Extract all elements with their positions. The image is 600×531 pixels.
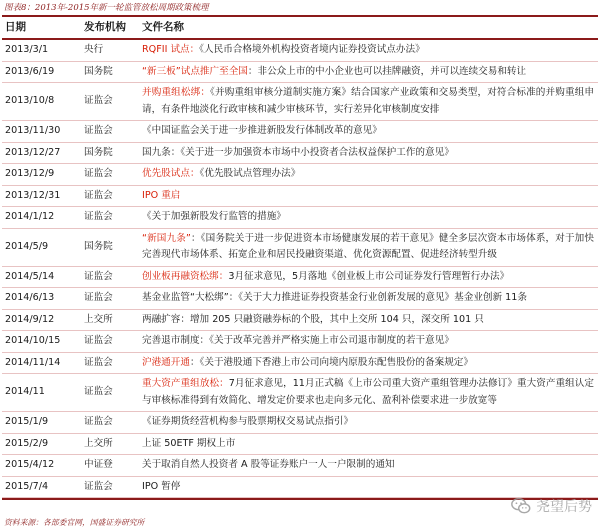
row-highlight: “新三板”试点推广至全国	[142, 65, 248, 77]
table-row	[2, 62, 598, 84]
row-date: 2014/9/12	[5, 313, 55, 325]
row-doc	[142, 164, 598, 185]
row-doc	[142, 310, 598, 331]
table-row	[2, 353, 598, 375]
row-org: 国务院	[84, 146, 113, 158]
row-text: 关于取消自然人投资者 A 股等证券账户一人一户限制的通知	[142, 459, 395, 470]
row-date: 2014/11	[5, 386, 45, 398]
row-date: 2013/10/8	[5, 95, 55, 107]
row-doc	[142, 288, 598, 309]
header-doc: 文件名称	[142, 21, 184, 34]
row-highlight: 并购重组松绑：	[142, 87, 211, 98]
table-row	[2, 331, 598, 353]
row-date: 2013/11/30	[5, 125, 61, 136]
row-org: 国务院	[84, 65, 113, 77]
table-row	[2, 310, 598, 332]
row-text: 上证 50ETF 期权上市	[142, 437, 236, 449]
row-org: 证监会	[84, 356, 113, 368]
table-row	[2, 83, 598, 121]
watermark-text: 尧望后势	[536, 499, 592, 515]
row-doc	[142, 455, 598, 476]
table-row	[2, 412, 598, 434]
row-org: 证监会	[84, 189, 113, 201]
row-doc	[142, 374, 598, 411]
row-text: 国九条：《关于进一步加强资本市场中小投资者合法权益保护工作的意见》	[142, 146, 454, 158]
policy-table	[2, 15, 598, 500]
row-highlight: IPO 重启	[142, 189, 181, 201]
row-highlight: 优先股试点：	[142, 168, 200, 179]
table-row	[2, 267, 598, 289]
row-org: 上交所	[84, 313, 113, 325]
row-highlight: “新国九条”	[142, 232, 191, 244]
row-text: 《证券期货经营机构参与股票期权交易试点指引》	[142, 416, 354, 427]
figure-caption: 图表8：2013年-2015年新一轮监管放松周期政策梳理	[4, 3, 209, 13]
row-date: 2015/7/4	[5, 480, 49, 492]
row-date: 2014/1/12	[5, 211, 55, 222]
table-row	[2, 229, 598, 267]
header-date: 日期	[5, 21, 26, 34]
row-doc	[142, 229, 598, 266]
row-org: 证监会	[84, 95, 113, 107]
row-date: 2014/10/15	[5, 335, 61, 346]
row-doc	[142, 121, 598, 142]
row-date: 2014/5/9	[5, 240, 49, 252]
row-doc	[142, 267, 598, 288]
wechat-icon	[510, 495, 532, 517]
table-header-row	[2, 17, 598, 38]
row-text: 完善退市制度：《关于改革完善并严格实施上市公司退市制度的若干意见》	[142, 335, 454, 346]
table-row	[2, 186, 598, 208]
row-org: 证监会	[84, 335, 113, 346]
row-text: 《关于加强新股发行监管的措施》	[142, 211, 286, 222]
row-text: 基金业监管“大松绑”：《关于大力推进证券投资基金行业创新发展的意见》基金业创新 11条	[142, 292, 527, 303]
row-text: 《人民币合格境外机构投资者境内证券投资试点办法》	[199, 44, 425, 55]
row-date: 2013/6/19	[5, 65, 55, 77]
row-date: 2013/3/1	[5, 44, 49, 55]
row-text: ：《关于港股通下香港上市公司向境内原股东配售股份的备案规定》	[189, 356, 473, 368]
table-bottom-rule	[2, 498, 598, 500]
row-org: 证监会	[84, 211, 113, 222]
table-row	[2, 40, 598, 62]
row-doc	[142, 207, 598, 228]
watermark	[510, 494, 592, 518]
source-note: 资料来源：各部委官网，国盛证券研究所	[4, 518, 145, 527]
row-highlight: 创业板再融资松绑：	[142, 270, 229, 282]
row-date: 2015/1/9	[5, 416, 49, 427]
header-org: 发布机构	[84, 21, 126, 34]
row-text: 《优先股试点管理办法》	[199, 168, 301, 179]
table-row	[2, 164, 598, 186]
row-date: 2014/11/14	[5, 356, 61, 368]
table-row	[2, 477, 598, 499]
row-text: 3月征求意见，5月落地《创业板上市公司证券发行管理暂行办法》	[228, 270, 510, 282]
row-doc	[142, 186, 598, 207]
table-row	[2, 288, 598, 310]
row-doc	[142, 331, 598, 352]
row-date: 2015/4/12	[5, 459, 55, 470]
row-text: 7月征求意见，11月正式稿《上市公司重大资产重组管理办法修订》重大资产重组认定与审核标准得到有效简化、增发定价要求也走向多元化、盈利补偿要求进一步放宽等	[142, 378, 595, 406]
row-highlight: RQFII 试点：	[142, 44, 200, 55]
row-org: 证监会	[84, 292, 113, 303]
row-org: 中证登	[84, 459, 113, 470]
row-doc	[142, 412, 598, 433]
row-doc	[142, 353, 598, 374]
row-org: 央行	[84, 44, 104, 55]
table-row	[2, 455, 598, 477]
row-doc	[142, 434, 598, 455]
row-highlight: 重大资产重组放松：	[142, 378, 229, 389]
row-org: 证监会	[84, 416, 113, 427]
table-row	[2, 434, 598, 456]
row-doc	[142, 143, 598, 164]
row-org: 国务院	[84, 240, 113, 252]
row-date: 2014/5/14	[5, 270, 55, 282]
row-text: 两融扩容：增加 205 只融资融券标的个股，其中上交所 104 只，深交所 101 只	[142, 313, 484, 325]
row-text: 《并购重组审核分道制实施方案》结合国家产业政策和交易类型，对符合标准的并购重组申请，有条件地淡化行政审核和减少审核环节，实行差异化审核制度安排	[142, 87, 595, 115]
row-date: 2015/2/9	[5, 437, 49, 449]
table-row	[2, 143, 598, 165]
row-org: 上交所	[84, 437, 113, 449]
row-doc	[142, 62, 598, 83]
table-body	[2, 40, 598, 498]
row-org: 证监会	[84, 168, 113, 179]
row-text: ：非公众上市的中小企业也可以挂牌融资，并可以连续交易和转让	[247, 65, 527, 77]
row-text: IPO 暂停	[142, 480, 181, 492]
table-row	[2, 207, 598, 229]
table-row	[2, 374, 598, 412]
row-doc	[142, 40, 598, 61]
row-org: 证监会	[84, 270, 113, 282]
row-date: 2013/12/27	[5, 146, 61, 158]
row-org: 证监会	[84, 386, 113, 398]
row-date: 2013/12/31	[5, 189, 61, 201]
row-text: 《中国证监会关于进一步推进新股发行体制改革的意见》	[142, 125, 382, 136]
row-date: 2014/6/13	[5, 292, 55, 303]
row-org: 证监会	[84, 125, 113, 136]
row-doc	[142, 83, 598, 120]
row-text: ：《国务院关于进一步促进资本市场健康发展的若干意见》健全多层次资本市场体系，对于加快完善现代市场体系、拓宽企业和居民投融资渠道、优化资源配置、促进经济转型升级	[142, 232, 594, 260]
row-org: 证监会	[84, 480, 113, 492]
table-row	[2, 121, 598, 143]
row-date: 2013/12/9	[5, 168, 55, 179]
row-highlight: 沪港通开通	[142, 356, 190, 368]
